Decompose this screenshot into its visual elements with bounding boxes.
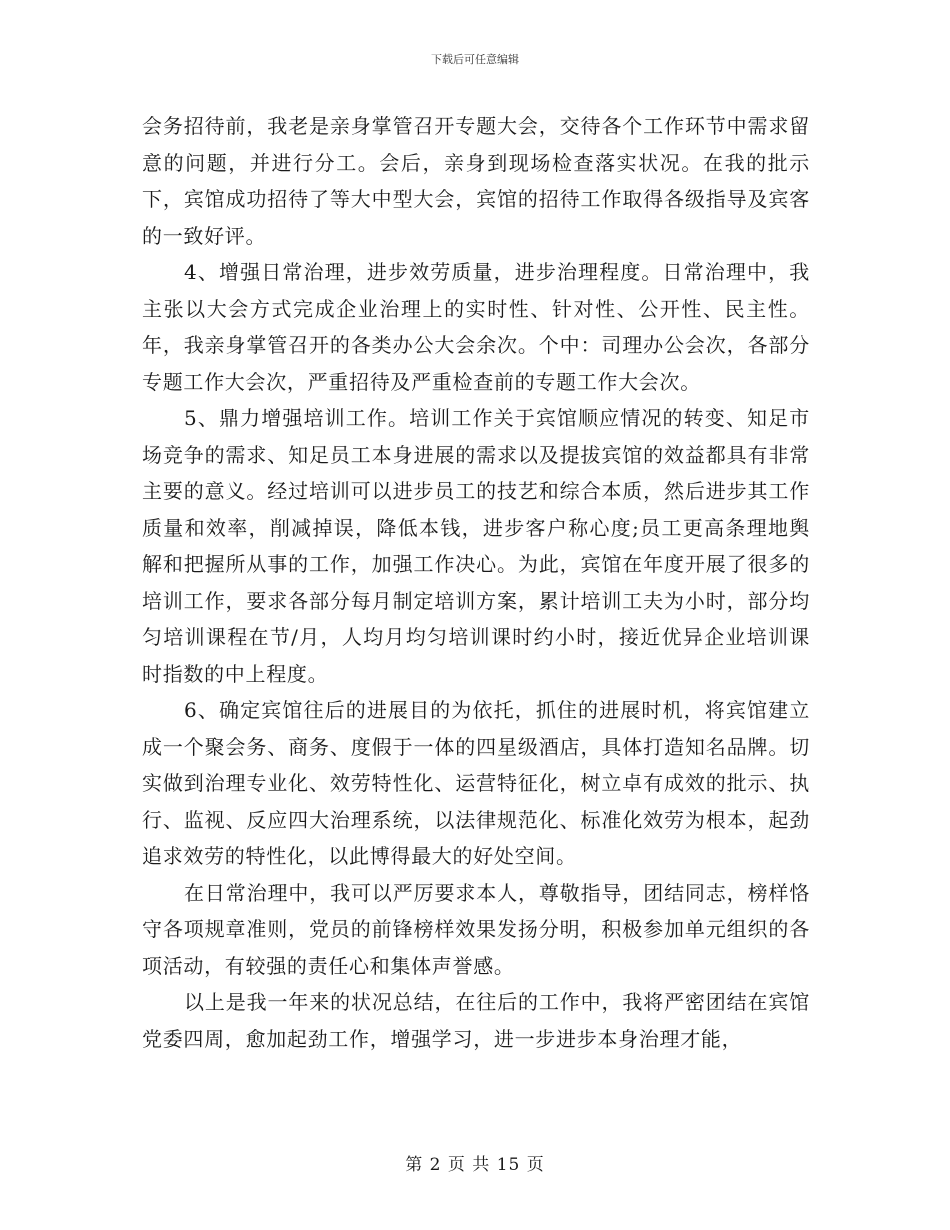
paragraph-3: 5、鼎力增强培训工作。培训工作关于宾馆顺应情况的转变、知足市场竞争的需求、知足员工本身进展的需求以及提拔宾馆的效益都具有非常主要的意义。经过培训可以进步员工的技艺和综合本质，然后进步其工作质量和效率，削减掉误，降低本钱，进步客户称心度;员工更高条理地舆解和把握所从事的工作，加强工作决心。为此，宾馆在年度开展了很多的培训工作，要求各部分每月制定培训方案，累计培训工夫为小时，部分均匀培训课程在节/月，人均月均匀培训课时约小时，接近优异企业培训课时指数的中上程度。 (142, 406, 810, 686)
page-header-note: 下载后可任意编辑 (431, 53, 519, 66)
footer-middle: 页 共 (447, 1155, 491, 1175)
paragraph-2: 4、增强日常治理，进步效劳质量，进步治理程度。日常治理中，我主张以大会方式完成企业治理上的实时性、针对性、公开性、民主性。年，我亲身掌管召开的各类办公大会余次。个中：司理办公会次，各部分专题工作大会次，严重招待及严重检查前的专题工作大会次。 (142, 260, 810, 394)
footer-prefix: 第 (405, 1155, 424, 1175)
footer-suffix: 页 (526, 1155, 545, 1175)
footer-total-pages: 15 (496, 1155, 521, 1175)
paragraph-6: 以上是我一年来的状况总结，在往后的工作中，我将严密团结在宾馆党委四周，愈加起劲工作，增强学习，进一步进步本身治理才能， (142, 990, 810, 1051)
document-body (142, 108, 810, 1057)
footer-current-page: 2 (429, 1155, 442, 1175)
page-footer (0, 1154, 950, 1176)
paragraph-4: 6、确定宾馆往后的进展目的为依托，抓住的进展时机，将宾馆建立成一个聚会务、商务、度假于一体的四星级酒店，具体打造知名品牌。切实做到治理专业化、效劳特性化、运营特征化，树立卓有成效的批示、执行、监视、反应四大治理系统，以法律规范化、标准化效劳为根本，起劲追求效劳的特性化，以此博得最大的好处空间。 (142, 698, 810, 868)
paragraph-5: 在日常治理中，我可以严厉要求本人，尊敬指导，团结同志，榜样恪守各项规章准则，党员的前锋榜样效果发扬分明，积极参加单元组织的各项活动，有较强的责任心和集体声誉感。 (142, 880, 810, 978)
paragraph-1: 会务招待前，我老是亲身掌管召开专题大会，交待各个工作环节中需求留意的问题，并进行分工。会后，亲身到现场检查落实状况。在我的批示下，宾馆成功招待了等大中型大会，宾馆的招待工作取得各级指导及宾客的一致好评。 (142, 114, 810, 248)
